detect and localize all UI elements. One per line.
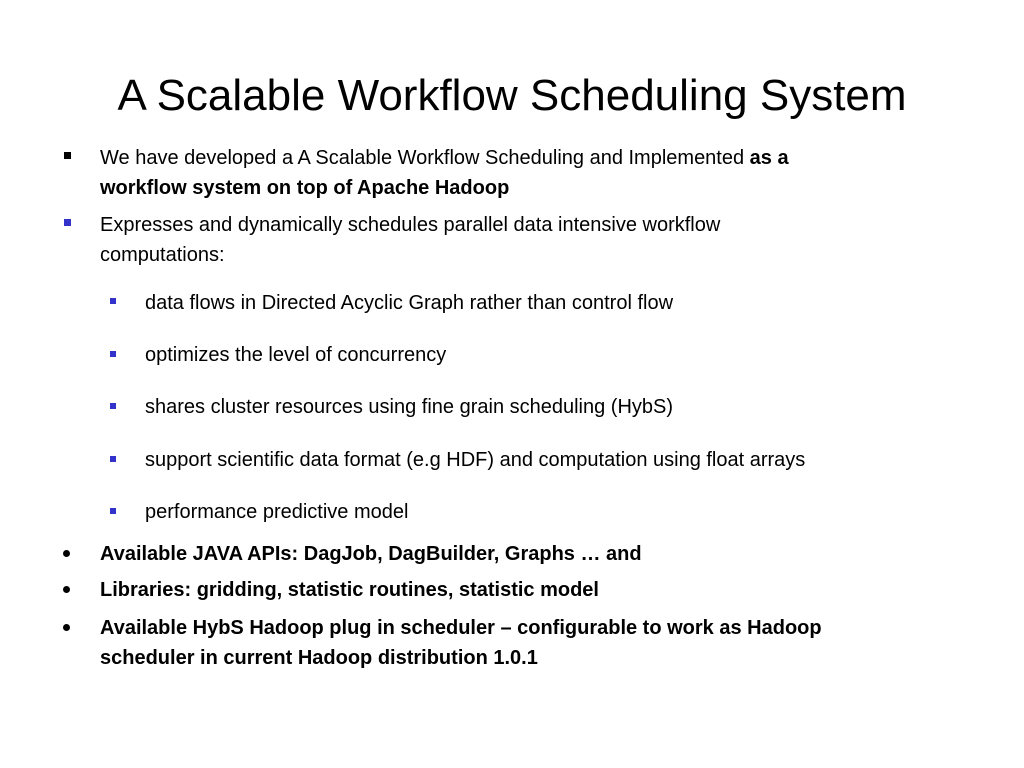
sub-bullet-item: support scientific data format (e.g HDF) and computation using float arrays bbox=[145, 449, 806, 471]
bullet-item-expresses bbox=[100, 210, 960, 270]
bullet-line bbox=[100, 613, 980, 643]
square-bullet-icon bbox=[110, 403, 116, 409]
bullet-text-bold: scheduler in current Hadoop distribution 1.0.1 bbox=[100, 647, 538, 669]
bullet-text-bold: Available HybS Hadoop plug in scheduler – configurable to work as Hadoop bbox=[100, 617, 822, 639]
sub-bullet-item: shares cluster resources using fine grain scheduling (HybS) bbox=[145, 396, 674, 418]
round-bullet-icon bbox=[63, 550, 70, 557]
bullet-text-plain: We have developed a A Scalable Workflow Scheduling and Implemented bbox=[100, 147, 750, 169]
bullet-line: Expresses and dynamically schedules parallel data intensive workflow bbox=[100, 214, 721, 236]
square-bullet-icon bbox=[64, 219, 71, 226]
bullet-text-bold: Available JAVA APIs: DagJob, DagBuilder, Graphs … and bbox=[100, 543, 642, 565]
sub-bullet-item: data flows in Directed Acyclic Graph rather than control flow bbox=[145, 292, 674, 314]
sub-bullet-item: optimizes the level of concurrency bbox=[145, 344, 447, 366]
bullet-text-bold: workflow system on top of Apache Hadoop bbox=[100, 177, 510, 199]
square-bullet-icon bbox=[110, 456, 116, 462]
bullet-item-developed bbox=[100, 143, 960, 203]
round-bullet-icon bbox=[63, 624, 70, 631]
bullet-item-libraries bbox=[100, 575, 599, 605]
sub-bullet-item: performance predictive model bbox=[145, 501, 409, 523]
bullet-line bbox=[100, 643, 980, 673]
square-bullet-icon bbox=[64, 152, 71, 159]
bullet-item-java-apis bbox=[100, 539, 642, 569]
square-bullet-icon bbox=[110, 508, 116, 514]
bullet-line: computations: bbox=[100, 244, 225, 266]
slide-title: A Scalable Workflow Scheduling System bbox=[117, 71, 907, 120]
bullet-text-bold: Libraries: gridding, statistic routines, statistic model bbox=[100, 579, 599, 601]
round-bullet-icon bbox=[63, 586, 70, 593]
square-bullet-icon bbox=[110, 351, 116, 357]
bullet-text-bold: as a bbox=[749, 147, 789, 169]
bullet-item-hybs bbox=[100, 613, 980, 673]
square-bullet-icon bbox=[110, 298, 116, 304]
bullet-line bbox=[100, 173, 960, 203]
bullet-line bbox=[100, 143, 960, 173]
